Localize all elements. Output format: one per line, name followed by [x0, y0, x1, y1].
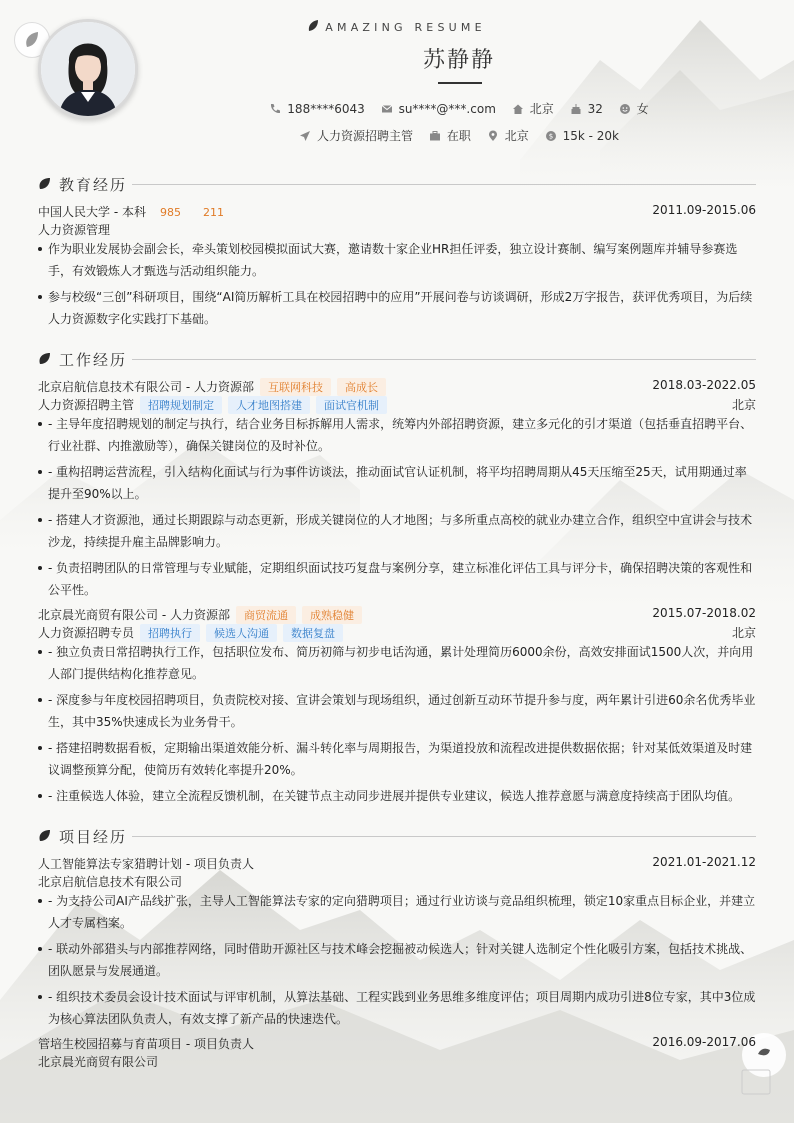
- education-header: [38, 203, 756, 219]
- home-city-info: 北京: [512, 100, 554, 117]
- school-tag: 985: [159, 206, 181, 219]
- ink-blob-icon: [38, 352, 51, 365]
- age-info: 32: [570, 102, 603, 116]
- contact-info-row: [0, 100, 794, 117]
- education-date: 2011.09-2015.06: [652, 203, 756, 217]
- project-date: 2016.09-2017.06: [652, 1035, 756, 1049]
- list-item: 作为职业发展协会副会长，牵头策划校园模拟面试大赛，邀请数十家企业HR担任评委，独立设计赛制、编写案例题库并辅导参赛选手，有效锻炼人才甄选与活动组织能力。: [38, 238, 756, 282]
- project-header: [38, 1035, 756, 1051]
- name-underline: [438, 82, 482, 84]
- send-icon: [299, 130, 311, 142]
- list-item: - 主导年度招聘规划的制定与执行，结合业务目标拆解用人需求，统筹内外部招聘资源，建立多元化的引才渠道（包括垂直招聘平台、行业社群、内推激励等），确保关键岗位的及时补位。: [38, 413, 756, 457]
- list-item: - 重构招聘运营流程，引入结构化面试与行为事件访谈法，推动面试官认证机制，将平均招聘周期从45天压缩至25天，试用期通过率提升至90%以上。: [38, 461, 756, 505]
- salary-info: $ 15k - 20k: [545, 129, 619, 143]
- job-header: [38, 378, 756, 394]
- list-item: - 为支持公司AI产品线扩张，主导人工智能算法专家的定向猎聘项目；通过行业访谈与竞品组织梳理，锁定10家重点目标企业，并建立人才专属档案。: [38, 890, 756, 934]
- money-icon: [545, 130, 557, 142]
- employment-status-info: 在职: [429, 127, 471, 144]
- job-title: 人力资源招聘主管: [38, 398, 135, 412]
- company-name: 北京晨光商贸有限公司 - 人力资源部: [38, 608, 230, 622]
- svg-text:$: $: [548, 132, 553, 141]
- list-item: - 注重候选人体验，建立全流程反馈机制，在关键节点主动同步进展并提供专业建议，候选人推荐意愿与满意度持续高于团队均值。: [38, 785, 756, 807]
- list-item: 参与校级“三创”科研项目，围绕“AI简历解析工具在校园招聘中的应用”开展问卷与访谈调研，形成2万字报告，获评优秀项目，为后续人力资源数字化实践打下基础。: [38, 286, 756, 330]
- home-icon: [512, 103, 524, 115]
- section-title-project: 项目经历: [38, 826, 756, 846]
- company-tag: 成熟稳健: [302, 606, 362, 624]
- job-title-row: [38, 624, 756, 640]
- section-title-work: 工作经历: [38, 349, 756, 369]
- target-position-info: 人力资源招聘主管: [299, 127, 413, 144]
- skill-tag: 招聘执行: [140, 624, 200, 642]
- cake-icon: [570, 103, 582, 115]
- project-header: [38, 855, 756, 871]
- job-title: 人力资源招聘专员: [38, 626, 135, 640]
- job-date: 2018.03-2022.05: [652, 378, 756, 392]
- project-name: 人工智能算法专家猎聘计划 - 项目负责人: [38, 857, 254, 871]
- list-item: - 组织技术委员会设计技术面试与评审机制，从算法基础、工程实践到业务思维多维度评估；项目周期内成功引进8位专家，其中3位成为核心算法团队负责人，有效支撑了新产品的快速迭代。: [38, 986, 756, 1030]
- list-item: - 搭建招聘数据看板，定期输出渠道效能分析、漏斗转化率与周期报告，为渠道投放和流程改进提供数据依据；针对某低效渠道及时建议调整预算分配，使简历有效转化率提升20%。: [38, 737, 756, 781]
- target-city-info: 北京: [487, 127, 529, 144]
- skill-tag: 面试官机制: [316, 396, 387, 414]
- candidate-name: 苏静静: [422, 48, 495, 73]
- location-pin-icon: [487, 130, 499, 142]
- briefcase-icon: [429, 130, 441, 142]
- section-divider: [132, 359, 756, 360]
- skill-tag: 招聘规划制定: [140, 396, 222, 414]
- school-name: 中国人民大学 - 本科: [38, 205, 146, 219]
- gender-info: 女: [619, 100, 649, 117]
- section-divider: [132, 836, 756, 837]
- list-item: - 负责招聘团队的日常管理与专业赋能，定期组织面试技巧复盘与案例分享，建立标准化评估工具与评分卡，确保招聘决策的客观性和公平性。: [38, 557, 756, 601]
- project-org: 北京晨光商贸有限公司: [38, 1055, 159, 1069]
- skill-tag: 人才地图搭建: [228, 396, 310, 414]
- job-city: 北京: [731, 626, 756, 640]
- ink-blob-icon: [38, 177, 51, 190]
- company-tag: 互联网科技: [260, 378, 331, 396]
- resume-tagline: AMAZING RESUME: [0, 20, 794, 34]
- major-name: 人力资源管理: [38, 223, 111, 237]
- job-intent-row: [0, 127, 794, 144]
- section-title-education: 教育经历: [38, 174, 756, 194]
- email-info: su****@***.com: [381, 102, 496, 116]
- job-date: 2015.07-2018.02: [652, 606, 756, 620]
- skill-tag: 候选人沟通: [206, 624, 277, 642]
- phone-icon: [269, 103, 281, 115]
- list-item: - 联动外部猎头与内部推荐网络，同时借助开源社区与技术峰会挖掘被动候选人；针对关键人选制定个性化吸引方案，包括技术挑战、团队愿景与发展通道。: [38, 938, 756, 982]
- section-divider: [132, 184, 756, 185]
- leaf-icon: [308, 20, 319, 32]
- skill-tag: 数据复盘: [283, 624, 343, 642]
- phone-info: 188****6043: [269, 102, 364, 116]
- list-item: - 独立负责日常招聘执行工作，包括职位发布、简历初筛与初步电话沟通，累计处理简历6000余份，高效安排面试1500人次，并向用人部门提供结构化推荐意见。: [38, 641, 756, 685]
- job-title-row: [38, 396, 756, 412]
- list-item: - 深度参与年度校园招聘项目，负责院校对接、宣讲会策划与现场组织，通过创新互动环节提升参与度，两年累计引进60余名优秀毕业生，其中35%快速成长为业务骨干。: [38, 689, 756, 733]
- project-name: 管培生校园招募与育苗项目 - 项目负责人: [38, 1037, 254, 1051]
- list-item: - 搭建人才资源池，通过长期跟踪与动态更新，形成关键岗位的人才地图；与多所重点高校的就业办建立合作，组织空中宣讲会与技术沙龙，持续提升雇主品牌影响力。: [38, 509, 756, 553]
- project-date: 2021.01-2021.12: [652, 855, 756, 869]
- school-tag: 211: [202, 206, 224, 219]
- project-org: 北京启航信息技术有限公司: [38, 875, 183, 889]
- job-city: 北京: [731, 398, 756, 412]
- company-name: 北京启航信息技术有限公司 - 人力资源部: [38, 380, 254, 394]
- ink-blob-icon: [38, 829, 51, 842]
- company-tag: 商贸流通: [236, 606, 296, 624]
- company-tag: 高成长: [337, 378, 386, 396]
- job-header: [38, 606, 756, 622]
- mail-icon: [381, 103, 393, 115]
- smile-icon: [619, 103, 631, 115]
